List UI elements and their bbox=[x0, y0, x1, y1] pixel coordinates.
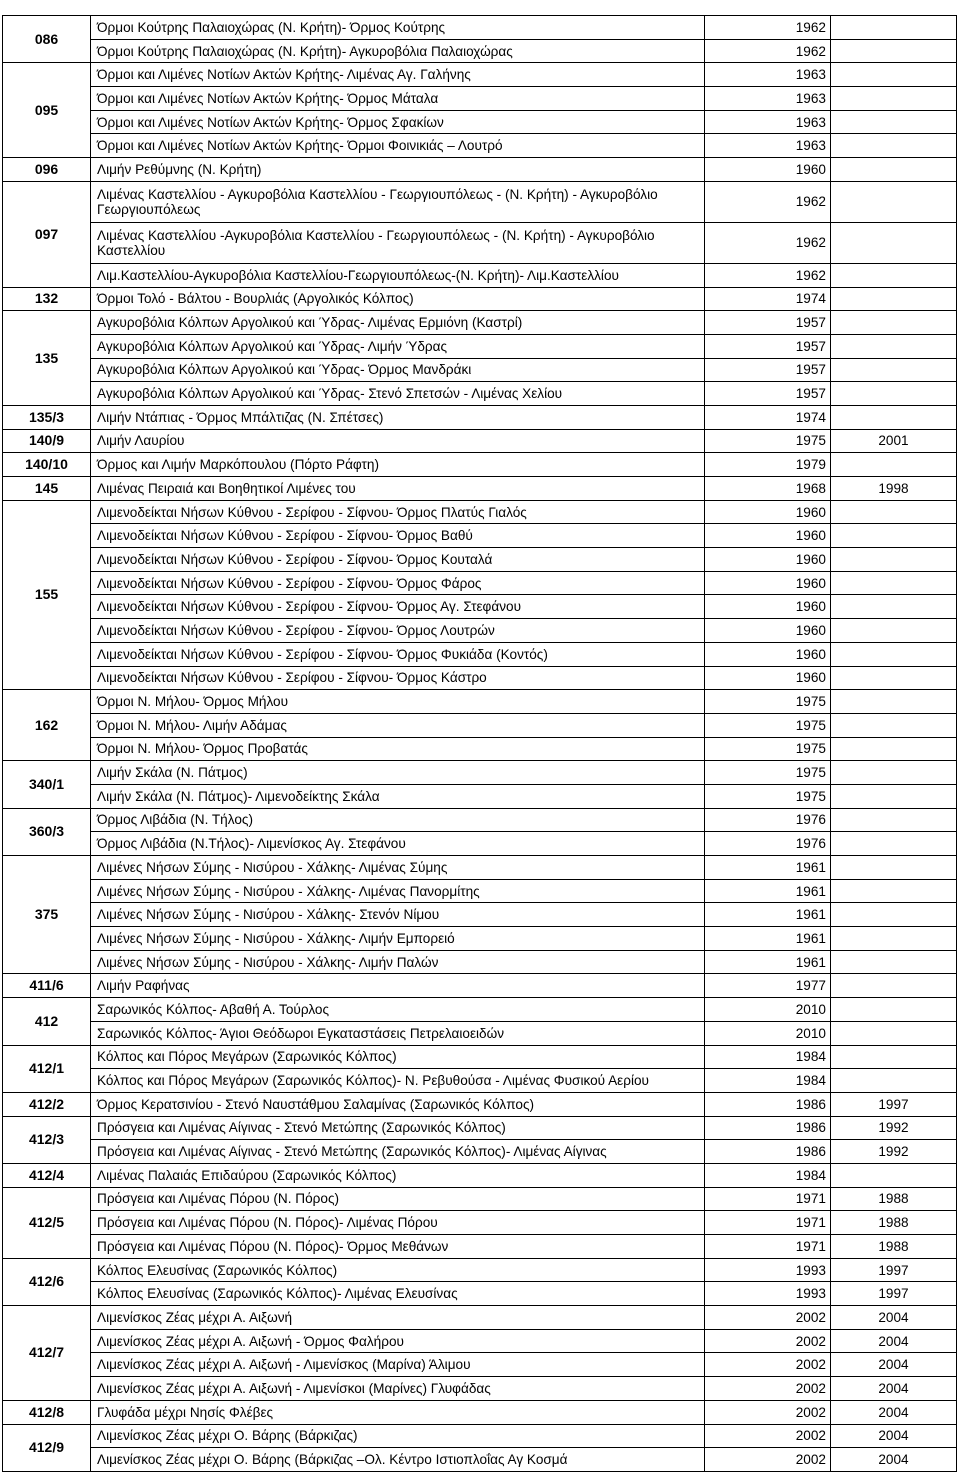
chart-title-cell: Όρμοι και Λιμένες Νοτίων Ακτών Κρήτης- Όρμος Σφακίων bbox=[91, 110, 705, 134]
table-row bbox=[3, 1258, 957, 1282]
table-row bbox=[3, 856, 957, 880]
update-year-cell bbox=[831, 595, 957, 619]
chart-title-cell: Όρμοι Τολό - Βάλτου - Βουρλιάς (Αργολικός Κόλπος) bbox=[91, 287, 705, 311]
table-row bbox=[3, 1329, 957, 1353]
edition-year-cell: 2002 bbox=[705, 1424, 831, 1448]
chart-title-cell: Πρόσγεια και Λιμένας Αίγινας - Στενό Μετώπης (Σαρωνικός Κόλπος) bbox=[91, 1116, 705, 1140]
chart-number-cell: 155 bbox=[3, 500, 91, 690]
chart-catalog-table bbox=[2, 15, 957, 1472]
table-row bbox=[3, 713, 957, 737]
table-row bbox=[3, 358, 957, 382]
update-year-cell bbox=[831, 1045, 957, 1069]
update-year-cell: 2001 bbox=[831, 429, 957, 453]
update-year-cell bbox=[831, 808, 957, 832]
edition-year-cell: 1962 bbox=[705, 222, 831, 263]
chart-number-cell: 412/7 bbox=[3, 1306, 91, 1401]
chart-title-cell: Λιμενίσκος Ζέας μέχρι Α. Αιξωνή - Λιμενίσκοι (Μαρίνες) Γλυφάδας bbox=[91, 1377, 705, 1401]
table-row bbox=[3, 950, 957, 974]
chart-number-cell: 412/5 bbox=[3, 1187, 91, 1258]
update-year-cell bbox=[831, 39, 957, 63]
edition-year-cell: 1968 bbox=[705, 477, 831, 501]
table-row bbox=[3, 181, 957, 222]
update-year-cell bbox=[831, 263, 957, 287]
table-row bbox=[3, 16, 957, 40]
update-year-cell bbox=[831, 619, 957, 643]
chart-title-cell: Κόλπος Ελευσίνας (Σαρωνικός Κόλπος)- Λιμένας Ελευσίνας bbox=[91, 1282, 705, 1306]
chart-number-cell: 086 bbox=[3, 16, 91, 63]
chart-number-cell: 412/9 bbox=[3, 1424, 91, 1471]
edition-year-cell: 1975 bbox=[705, 690, 831, 714]
update-year-cell: 2004 bbox=[831, 1353, 957, 1377]
update-year-cell bbox=[831, 63, 957, 87]
update-year-cell bbox=[831, 222, 957, 263]
chart-title-cell: Λιμενοδείκται Νήσων Κύθνου - Σερίφου - Σίφνου- Όρμος Φυκιάδα (Κοντός) bbox=[91, 642, 705, 666]
chart-title-cell: Λιμήν Λαυρίου bbox=[91, 429, 705, 453]
chart-title-cell: Λιμενοδείκται Νήσων Κύθνου - Σερίφου - Σίφνου- Όρμος Πλατύς Γιαλός bbox=[91, 500, 705, 524]
update-year-cell bbox=[831, 382, 957, 406]
update-year-cell: 1992 bbox=[831, 1140, 957, 1164]
table-row bbox=[3, 382, 957, 406]
chart-title-cell: Όρμοι Ν. Μήλου- Όρμος Μήλου bbox=[91, 690, 705, 714]
chart-title-cell: Όρμοι Ν. Μήλου- Όρμος Προβατάς bbox=[91, 737, 705, 761]
chart-number-cell: 412/3 bbox=[3, 1116, 91, 1163]
update-year-cell bbox=[831, 287, 957, 311]
table-row bbox=[3, 311, 957, 335]
chart-title-cell: Λιμήν Σκάλα (Ν. Πάτμος) bbox=[91, 761, 705, 785]
chart-title-cell: Λιμένες Νήσων Σύμης - Νισύρου - Χάλκης- Στενόν Νίμου bbox=[91, 903, 705, 927]
table-row bbox=[3, 690, 957, 714]
chart-title-cell: Πρόσγεια και Λιμένας Πόρου (Ν. Πόρος)- Όρμος Μεθάνων bbox=[91, 1235, 705, 1259]
edition-year-cell: 1993 bbox=[705, 1258, 831, 1282]
update-year-cell bbox=[831, 856, 957, 880]
chart-title-cell: Πρόσγεια και Λιμένας Αίγινας - Στενό Μετώπης (Σαρωνικός Κόλπος)- Λιμένας Αίγινας bbox=[91, 1140, 705, 1164]
edition-year-cell: 2010 bbox=[705, 1021, 831, 1045]
chart-title-cell: Γλυφάδα μέχρι Νησίς Φλέβες bbox=[91, 1400, 705, 1424]
edition-year-cell: 1986 bbox=[705, 1116, 831, 1140]
table-row bbox=[3, 1211, 957, 1235]
chart-title-cell: Όρμοι Ν. Μήλου- Λιμήν Αδάμας bbox=[91, 713, 705, 737]
update-year-cell bbox=[831, 405, 957, 429]
chart-title-cell: Λιμενίσκος Ζέας μέχρι Ο. Βάρης (Βάρκιζας) bbox=[91, 1424, 705, 1448]
update-year-cell bbox=[831, 158, 957, 182]
chart-title-cell: Πρόσγεια και Λιμένας Πόρου (Ν. Πόρος)- Λιμένας Πόρου bbox=[91, 1211, 705, 1235]
chart-number-cell: 096 bbox=[3, 158, 91, 182]
edition-year-cell: 1963 bbox=[705, 63, 831, 87]
edition-year-cell: 1975 bbox=[705, 737, 831, 761]
update-year-cell bbox=[831, 334, 957, 358]
update-year-cell: 1988 bbox=[831, 1235, 957, 1259]
edition-year-cell: 2002 bbox=[705, 1353, 831, 1377]
chart-title-cell: Πρόσγεια και Λιμένας Πόρου (Ν. Πόρος) bbox=[91, 1187, 705, 1211]
edition-year-cell: 1960 bbox=[705, 595, 831, 619]
chart-number-cell: 135 bbox=[3, 311, 91, 406]
edition-year-cell: 1984 bbox=[705, 1069, 831, 1093]
table-row bbox=[3, 998, 957, 1022]
edition-year-cell: 1971 bbox=[705, 1187, 831, 1211]
table-row bbox=[3, 571, 957, 595]
chart-title-cell: Λιμενίσκος Ζέας μέχρι Α. Αιξωνή - Όρμος Φαλήρου bbox=[91, 1329, 705, 1353]
chart-number-cell: 135/3 bbox=[3, 405, 91, 429]
chart-number-cell: 140/10 bbox=[3, 453, 91, 477]
edition-year-cell: 1960 bbox=[705, 619, 831, 643]
edition-year-cell: 1957 bbox=[705, 358, 831, 382]
table-row bbox=[3, 784, 957, 808]
chart-number-cell: 095 bbox=[3, 63, 91, 158]
update-year-cell bbox=[831, 500, 957, 524]
update-year-cell bbox=[831, 358, 957, 382]
edition-year-cell: 2010 bbox=[705, 998, 831, 1022]
table-row bbox=[3, 903, 957, 927]
edition-year-cell: 1975 bbox=[705, 784, 831, 808]
update-year-cell bbox=[831, 1163, 957, 1187]
update-year-cell: 2004 bbox=[831, 1448, 957, 1472]
update-year-cell: 2004 bbox=[831, 1424, 957, 1448]
chart-title-cell: Λιμενοδείκται Νήσων Κύθνου - Σερίφου - Σίφνου- Όρμος Βαθύ bbox=[91, 524, 705, 548]
edition-year-cell: 2002 bbox=[705, 1400, 831, 1424]
edition-year-cell: 1963 bbox=[705, 87, 831, 111]
update-year-cell bbox=[831, 571, 957, 595]
chart-title-cell: Λιμενοδείκται Νήσων Κύθνου - Σερίφου - Σίφνου- Όρμος Φάρος bbox=[91, 571, 705, 595]
chart-title-cell: Σαρωνικός Κόλπος- Άγιοι Θεόδωροι Εγκαταστάσεις Πετρελαιοειδών bbox=[91, 1021, 705, 1045]
table-row bbox=[3, 1045, 957, 1069]
table-row bbox=[3, 761, 957, 785]
edition-year-cell: 1963 bbox=[705, 110, 831, 134]
table-row bbox=[3, 110, 957, 134]
table-row bbox=[3, 1116, 957, 1140]
edition-year-cell: 1960 bbox=[705, 571, 831, 595]
chart-title-cell: Λιμήν Σκάλα (Ν. Πάτμος)- Λιμενοδείκτης Σκάλα bbox=[91, 784, 705, 808]
chart-title-cell: Λιμ.Καστελλίου-Αγκυροβόλια Καστελλίου-Γεωργιουπόλεως-(Ν. Κρήτη)- Λιμ.Καστελλίου bbox=[91, 263, 705, 287]
table-row bbox=[3, 595, 957, 619]
update-year-cell bbox=[831, 879, 957, 903]
table-row bbox=[3, 1140, 957, 1164]
chart-number-cell: 411/6 bbox=[3, 974, 91, 998]
edition-year-cell: 1976 bbox=[705, 808, 831, 832]
chart-title-cell: Σαρωνικός Κόλπος- Αβαθή Α. Τούρλος bbox=[91, 998, 705, 1022]
chart-catalog-body bbox=[3, 16, 957, 1472]
edition-year-cell: 1962 bbox=[705, 39, 831, 63]
update-year-cell bbox=[831, 784, 957, 808]
table-row bbox=[3, 666, 957, 690]
table-row bbox=[3, 1282, 957, 1306]
chart-number-cell: 412/4 bbox=[3, 1163, 91, 1187]
edition-year-cell: 1961 bbox=[705, 950, 831, 974]
edition-year-cell: 1960 bbox=[705, 548, 831, 572]
edition-year-cell: 1961 bbox=[705, 927, 831, 951]
update-year-cell bbox=[831, 548, 957, 572]
update-year-cell bbox=[831, 524, 957, 548]
edition-year-cell: 1962 bbox=[705, 181, 831, 222]
table-row bbox=[3, 1400, 957, 1424]
edition-year-cell: 1962 bbox=[705, 16, 831, 40]
edition-year-cell: 1960 bbox=[705, 524, 831, 548]
chart-title-cell: Λιμενοδείκται Νήσων Κύθνου - Σερίφου - Σίφνου- Όρμος Αγ. Στεφάνου bbox=[91, 595, 705, 619]
table-row bbox=[3, 1163, 957, 1187]
chart-title-cell: Αγκυροβόλια Κόλπων Αργολικού και Ύδρας- Στενό Σπετσών - Λιμένας Χελίου bbox=[91, 382, 705, 406]
update-year-cell bbox=[831, 737, 957, 761]
table-row bbox=[3, 500, 957, 524]
edition-year-cell: 1957 bbox=[705, 382, 831, 406]
edition-year-cell: 1984 bbox=[705, 1045, 831, 1069]
table-row bbox=[3, 1235, 957, 1259]
update-year-cell bbox=[831, 950, 957, 974]
table-row bbox=[3, 222, 957, 263]
update-year-cell: 1988 bbox=[831, 1187, 957, 1211]
edition-year-cell: 1986 bbox=[705, 1092, 831, 1116]
table-row bbox=[3, 334, 957, 358]
table-row bbox=[3, 1306, 957, 1330]
chart-title-cell: Λιμένας Παλαιάς Επιδαύρου (Σαρωνικός Κόλπος) bbox=[91, 1163, 705, 1187]
edition-year-cell: 2002 bbox=[705, 1448, 831, 1472]
table-row bbox=[3, 39, 957, 63]
chart-number-cell: 412/6 bbox=[3, 1258, 91, 1305]
edition-year-cell: 1961 bbox=[705, 903, 831, 927]
edition-year-cell: 1963 bbox=[705, 134, 831, 158]
update-year-cell: 2004 bbox=[831, 1377, 957, 1401]
table-row bbox=[3, 737, 957, 761]
table-row bbox=[3, 808, 957, 832]
table-row bbox=[3, 642, 957, 666]
table-row bbox=[3, 974, 957, 998]
edition-year-cell: 1993 bbox=[705, 1282, 831, 1306]
update-year-cell bbox=[831, 927, 957, 951]
chart-title-cell: Όρμος και Λιμήν Μαρκόπουλου (Πόρτο Ράφτη) bbox=[91, 453, 705, 477]
chart-title-cell: Κόλπος και Πόρος Μεγάρων (Σαρωνικός Κόλπος) bbox=[91, 1045, 705, 1069]
edition-year-cell: 1979 bbox=[705, 453, 831, 477]
chart-number-cell: 140/9 bbox=[3, 429, 91, 453]
table-row bbox=[3, 63, 957, 87]
edition-year-cell: 2002 bbox=[705, 1377, 831, 1401]
chart-title-cell: Όρμοι και Λιμένες Νοτίων Ακτών Κρήτης- Όρμοι Φοινικιάς – Λουτρό bbox=[91, 134, 705, 158]
chart-title-cell: Όρμος Κερατσινίου - Στενό Ναυστάθμου Σαλαμίνας (Σαρωνικός Κόλπος) bbox=[91, 1092, 705, 1116]
table-row bbox=[3, 1187, 957, 1211]
edition-year-cell: 1960 bbox=[705, 642, 831, 666]
edition-year-cell: 1961 bbox=[705, 879, 831, 903]
chart-title-cell: Αγκυροβόλια Κόλπων Αργολικού και Ύδρας- Όρμος Μανδράκι bbox=[91, 358, 705, 382]
chart-title-cell: Αγκυροβόλια Κόλπων Αργολικού και Ύδρας- Λιμήν Ύδρας bbox=[91, 334, 705, 358]
update-year-cell bbox=[831, 87, 957, 111]
update-year-cell: 1997 bbox=[831, 1258, 957, 1282]
edition-year-cell: 1957 bbox=[705, 311, 831, 335]
chart-number-cell: 132 bbox=[3, 287, 91, 311]
edition-year-cell: 1962 bbox=[705, 263, 831, 287]
chart-title-cell: Λιμένες Νήσων Σύμης - Νισύρου - Χάλκης- Λιμένας Σύμης bbox=[91, 856, 705, 880]
chart-title-cell: Κόλπος και Πόρος Μεγάρων (Σαρωνικός Κόλπος)- Ν. Ρεβυθούσα - Λιμένας Φυσικού Αερίου bbox=[91, 1069, 705, 1093]
edition-year-cell: 1961 bbox=[705, 856, 831, 880]
table-row bbox=[3, 927, 957, 951]
chart-number-cell: 412 bbox=[3, 998, 91, 1045]
update-year-cell bbox=[831, 110, 957, 134]
chart-title-cell: Λιμένες Νήσων Σύμης - Νισύρου - Χάλκης- Λιμένας Πανορμίτης bbox=[91, 879, 705, 903]
table-row bbox=[3, 1377, 957, 1401]
chart-number-cell: 097 bbox=[3, 181, 91, 287]
chart-title-cell: Κόλπος Ελευσίνας (Σαρωνικός Κόλπος) bbox=[91, 1258, 705, 1282]
table-row bbox=[3, 1092, 957, 1116]
chart-title-cell: Λιμήν Ρεθύμνης (Ν. Κρήτη) bbox=[91, 158, 705, 182]
edition-year-cell: 1975 bbox=[705, 429, 831, 453]
chart-title-cell: Λιμένες Νήσων Σύμης - Νισύρου - Χάλκης- Λιμήν Παλών bbox=[91, 950, 705, 974]
chart-number-cell: 412/2 bbox=[3, 1092, 91, 1116]
update-year-cell bbox=[831, 761, 957, 785]
table-row bbox=[3, 1069, 957, 1093]
update-year-cell bbox=[831, 181, 957, 222]
table-row bbox=[3, 619, 957, 643]
edition-year-cell: 1957 bbox=[705, 334, 831, 358]
update-year-cell: 2004 bbox=[831, 1306, 957, 1330]
update-year-cell bbox=[831, 690, 957, 714]
update-year-cell: 1997 bbox=[831, 1092, 957, 1116]
table-row bbox=[3, 263, 957, 287]
edition-year-cell: 1977 bbox=[705, 974, 831, 998]
chart-number-cell: 412/1 bbox=[3, 1045, 91, 1092]
update-year-cell bbox=[831, 666, 957, 690]
edition-year-cell: 1986 bbox=[705, 1140, 831, 1164]
table-row bbox=[3, 524, 957, 548]
chart-title-cell: Λιμήν Ραφήνας bbox=[91, 974, 705, 998]
chart-number-cell: 145 bbox=[3, 477, 91, 501]
chart-number-cell: 375 bbox=[3, 856, 91, 974]
update-year-cell: 1997 bbox=[831, 1282, 957, 1306]
update-year-cell bbox=[831, 134, 957, 158]
chart-title-cell: Όρμοι και Λιμένες Νοτίων Ακτών Κρήτης- Λιμένας Αγ. Γαλήνης bbox=[91, 63, 705, 87]
edition-year-cell: 1971 bbox=[705, 1235, 831, 1259]
chart-number-cell: 340/1 bbox=[3, 761, 91, 808]
update-year-cell bbox=[831, 974, 957, 998]
table-row bbox=[3, 1353, 957, 1377]
table-row bbox=[3, 548, 957, 572]
edition-year-cell: 1960 bbox=[705, 500, 831, 524]
chart-title-cell: Όρμοι και Λιμένες Νοτίων Ακτών Κρήτης- Όρμος Μάταλα bbox=[91, 87, 705, 111]
update-year-cell bbox=[831, 1069, 957, 1093]
update-year-cell bbox=[831, 713, 957, 737]
edition-year-cell: 1971 bbox=[705, 1211, 831, 1235]
chart-title-cell: Λιμενοδείκται Νήσων Κύθνου - Σερίφου - Σίφνου- Όρμος Κουταλά bbox=[91, 548, 705, 572]
table-row bbox=[3, 287, 957, 311]
edition-year-cell: 1984 bbox=[705, 1163, 831, 1187]
table-row bbox=[3, 832, 957, 856]
edition-year-cell: 1974 bbox=[705, 405, 831, 429]
chart-title-cell: Λιμενοδείκται Νήσων Κύθνου - Σερίφου - Σίφνου- Όρμος Λουτρών bbox=[91, 619, 705, 643]
table-row bbox=[3, 1021, 957, 1045]
table-row bbox=[3, 879, 957, 903]
chart-title-cell: Όρμος Λιβάδια (Ν.Τήλος)- Λιμενίσκος Αγ. Στεφάνου bbox=[91, 832, 705, 856]
chart-title-cell: Όρμοι Κούτρης Παλαιοχώρας (Ν. Κρήτη)- Αγκυροβόλια Παλαιοχώρας bbox=[91, 39, 705, 63]
update-year-cell: 1992 bbox=[831, 1116, 957, 1140]
chart-title-cell: Λιμένες Νήσων Σύμης - Νισύρου - Χάλκης- Λιμήν Εμπορειό bbox=[91, 927, 705, 951]
update-year-cell bbox=[831, 642, 957, 666]
update-year-cell bbox=[831, 832, 957, 856]
chart-number-cell: 412/8 bbox=[3, 1400, 91, 1424]
table-row bbox=[3, 1448, 957, 1472]
chart-number-cell: 360/3 bbox=[3, 808, 91, 855]
chart-title-cell: Λιμένας Καστελλίου - Αγκυροβόλια Καστελλίου - Γεωργιουπόλεως - (Ν. Κρήτη) - Αγκυροβόλιο Γεωργιουπόλεως bbox=[91, 181, 705, 222]
update-year-cell bbox=[831, 998, 957, 1022]
edition-year-cell: 1975 bbox=[705, 761, 831, 785]
update-year-cell bbox=[831, 1021, 957, 1045]
edition-year-cell: 1976 bbox=[705, 832, 831, 856]
update-year-cell: 2004 bbox=[831, 1329, 957, 1353]
update-year-cell: 1988 bbox=[831, 1211, 957, 1235]
table-row bbox=[3, 429, 957, 453]
chart-title-cell: Όρμοι Κούτρης Παλαιοχώρας (Ν. Κρήτη)- Όρμος Κούτρης bbox=[91, 16, 705, 40]
chart-title-cell: Λιμήν Ντάπιας - Όρμος Μπάλτιζας (Ν. Σπέτσες) bbox=[91, 405, 705, 429]
chart-title-cell: Αγκυροβόλια Κόλπων Αργολικού και Ύδρας- Λιμένας Ερμιόνη (Καστρί) bbox=[91, 311, 705, 335]
table-row bbox=[3, 453, 957, 477]
chart-title-cell: Λιμένας Πειραιά και Βοηθητικοί Λιμένες του bbox=[91, 477, 705, 501]
chart-title-cell: Λιμενίσκος Ζέας μέχρι Α. Αιξωνή bbox=[91, 1306, 705, 1330]
update-year-cell bbox=[831, 311, 957, 335]
table-row bbox=[3, 134, 957, 158]
chart-title-cell: Λιμενοδείκται Νήσων Κύθνου - Σερίφου - Σίφνου- Όρμος Κάστρο bbox=[91, 666, 705, 690]
chart-title-cell: Λιμένας Καστελλίου -Αγκυροβόλια Καστελλίου - Γεωργιουπόλεως - (Ν. Κρήτη) - Αγκυροβόλιο Καστελλίου bbox=[91, 222, 705, 263]
edition-year-cell: 2002 bbox=[705, 1306, 831, 1330]
table-row bbox=[3, 87, 957, 111]
edition-year-cell: 1975 bbox=[705, 713, 831, 737]
edition-year-cell: 1974 bbox=[705, 287, 831, 311]
update-year-cell bbox=[831, 903, 957, 927]
chart-title-cell: Όρμος Λιβάδια (Ν. Τήλος) bbox=[91, 808, 705, 832]
chart-title-cell: Λιμενίσκος Ζέας μέχρι Ο. Βάρης (Βάρκιζας –Ολ. Κέντρο Ιστιοπλοΐας Αγ Κοσμά bbox=[91, 1448, 705, 1472]
edition-year-cell: 2002 bbox=[705, 1329, 831, 1353]
update-year-cell: 2004 bbox=[831, 1400, 957, 1424]
edition-year-cell: 1960 bbox=[705, 666, 831, 690]
table-row bbox=[3, 158, 957, 182]
chart-title-cell: Λιμενίσκος Ζέας μέχρι Α. Αιξωνή - Λιμενίσκος (Μαρίνα) Άλιμου bbox=[91, 1353, 705, 1377]
table-row bbox=[3, 477, 957, 501]
update-year-cell bbox=[831, 16, 957, 40]
update-year-cell bbox=[831, 453, 957, 477]
chart-number-cell: 162 bbox=[3, 690, 91, 761]
update-year-cell: 1998 bbox=[831, 477, 957, 501]
edition-year-cell: 1960 bbox=[705, 158, 831, 182]
table-row bbox=[3, 405, 957, 429]
